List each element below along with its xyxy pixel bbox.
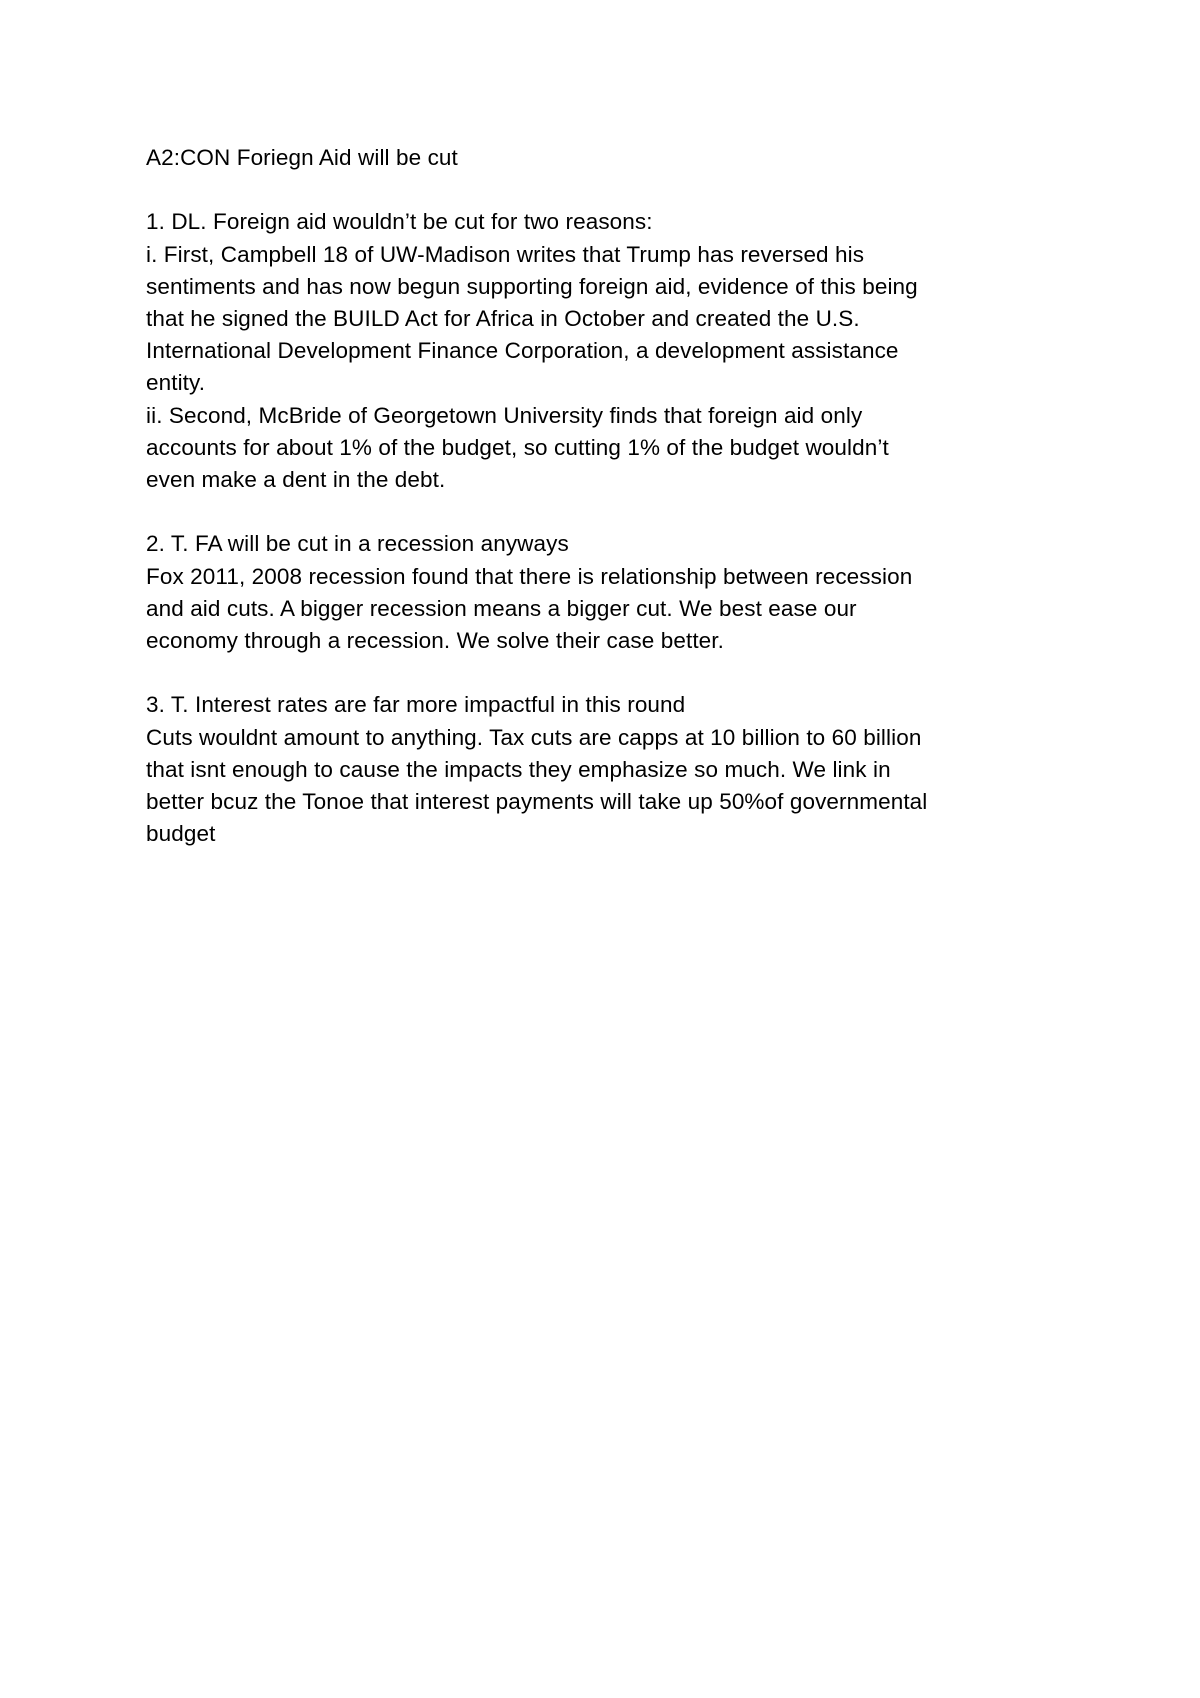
section-1-line: sentiments and has now begun supporting foreign aid, evidence of this being: [146, 273, 918, 299]
section-3-heading: 3. T. Interest rates are far more impactful in this round: [146, 692, 686, 718]
section-2-line: and aid cuts. A bigger recession means a bigger cut. We best ease our: [146, 595, 857, 621]
section-3-line: budget: [146, 821, 216, 847]
section-2-line: economy through a recession. We solve their case better.: [146, 628, 724, 654]
section-3-line: Cuts wouldnt amount to anything. Tax cuts are capps at 10 billion to 60 billion: [146, 724, 922, 750]
section-2-heading: 2. T. FA will be cut in a recession anyways: [146, 531, 569, 557]
section-1-line: ii. Second, McBride of Georgetown University finds that foreign aid only: [146, 402, 863, 428]
blank-line: [146, 657, 1066, 689]
section-1-line: entity.: [146, 370, 206, 396]
section-1-line: that he signed the BUILD Act for Africa in October and created the U.S.: [146, 306, 860, 331]
section-3: [146, 689, 1066, 850]
section-3-line: that isnt enough to cause the impacts they emphasize so much. We link in: [146, 756, 891, 782]
document-body: [146, 142, 1066, 850]
blank-line: [146, 174, 1066, 206]
section-3-line: better bcuz the Tonoe that interest payments will take up 50%of governmental: [146, 789, 928, 815]
section-1-line: accounts for about 1% of the budget, so cutting 1% of the budget wouldn’t: [146, 434, 889, 460]
section-2: [146, 528, 1066, 657]
section-1-line: i. First, Campbell 18 of UW-Madison writes that Trump has reversed his: [146, 241, 865, 267]
section-1: [146, 206, 1066, 496]
section-2-line: Fox 2011, 2008 recession found that there is relationship between recession: [146, 563, 913, 589]
section-1-line: even make a dent in the debt.: [146, 467, 446, 493]
section-1-heading: 1. DL. Foreign aid wouldn’t be cut for two reasons:: [146, 209, 653, 235]
section-1-line: International Development Finance Corporation, a development assistance: [146, 338, 899, 364]
blank-line: [146, 496, 1066, 528]
document-title: A2:CON Foriegn Aid will be cut: [146, 145, 458, 170]
